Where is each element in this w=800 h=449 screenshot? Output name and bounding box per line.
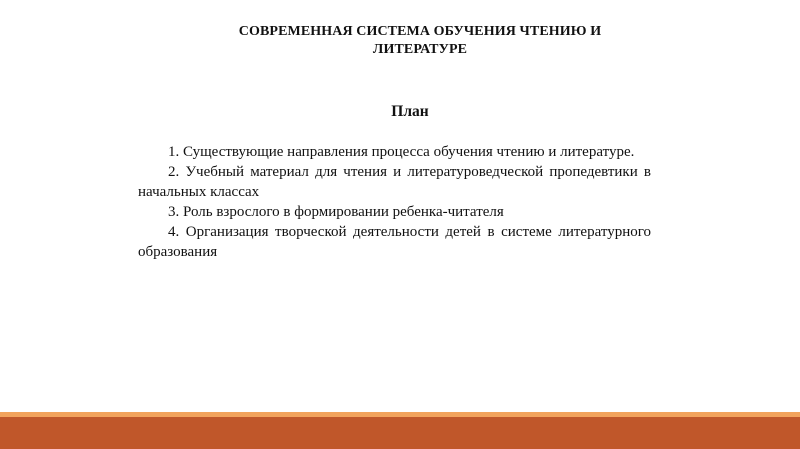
plan-item-2: 2. Учебный материал для чтения и литературоведческой пропедевтики в начальных классах — [138, 164, 651, 200]
plan-item-3: 3. Роль взрослого в формировании ребенка-читателя — [168, 204, 504, 220]
plan-item-1: 1. Существующие направления процесса обучения чтению и литературе. — [168, 144, 635, 160]
slide-title — [180, 23, 660, 59]
footer-band — [0, 417, 800, 449]
plan-list — [138, 142, 651, 262]
slide-title-line-1: СОВРЕМЕННАЯ СИСТЕМА ОБУЧЕНИЯ ЧТЕНИЮ И — [238, 24, 602, 39]
slide-title-line-2: ЛИТЕРАТУРЕ — [372, 42, 468, 57]
plan-item-4: 4. Организация творческой деятельности детей в системе литературного образования — [138, 224, 651, 260]
plan-heading: План — [391, 103, 429, 120]
